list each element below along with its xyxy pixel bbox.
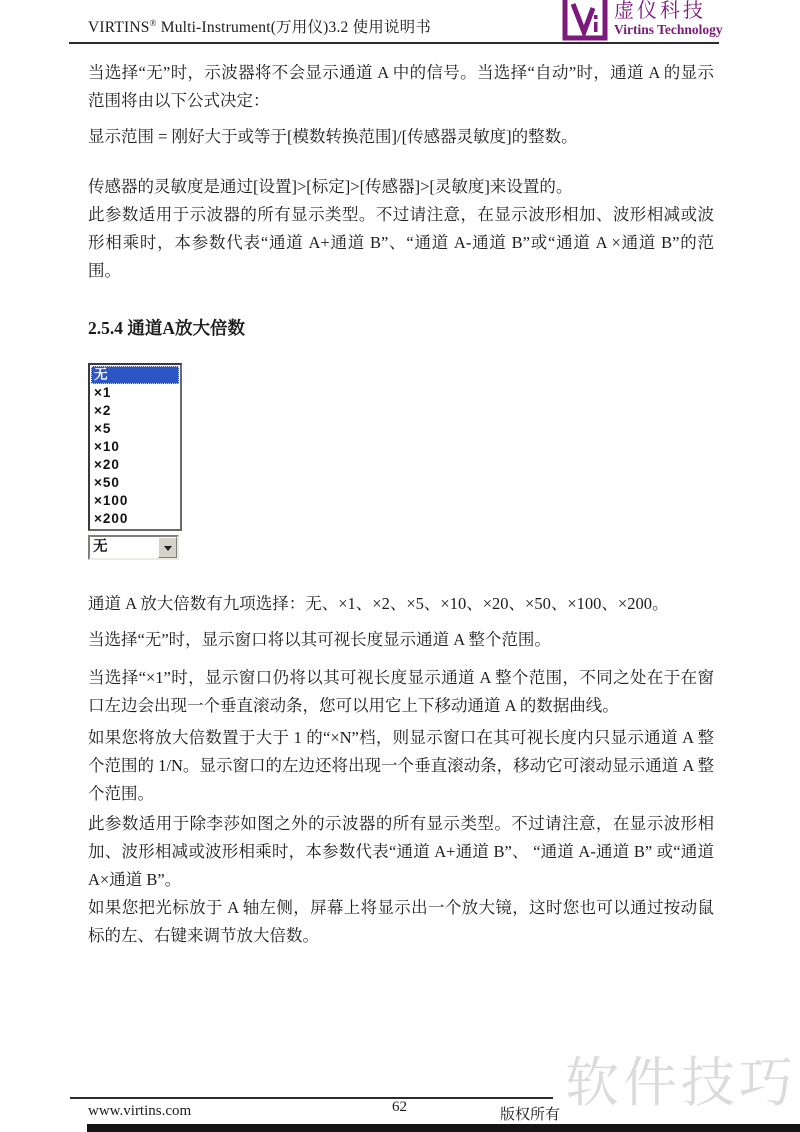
watermark-text: 软件技巧 [565, 1053, 797, 1113]
paragraph-sensor-sensitivity: 传感器的灵敏度是通过[设置]>[标定]>[传感器]>[灵敏度]来设置的。 [88, 177, 573, 196]
magnification-listbox[interactable] [88, 363, 182, 531]
brand-name: VIRTINS [88, 19, 150, 36]
listbox-item-x5[interactable]: ×5 [94, 421, 112, 436]
page-body [88, 59, 714, 950]
paragraph-nine-choices: 通道 A 放大倍数有九项选择：无、×1、×2、×5、×10、×20、×50、×100、×200。 [88, 594, 669, 613]
listbox-item-x10[interactable]: ×10 [94, 439, 120, 454]
listbox-item-none[interactable]: 无 [91, 366, 179, 384]
listbox-item-x1[interactable]: ×1 [94, 385, 112, 400]
magnification-selector-screenshot [88, 363, 714, 560]
combobox-dropdown-button[interactable] [158, 537, 177, 558]
paragraph-except-lissajous: 此参数适用于除李莎如图之外的示波器的所有显示类型。不过请注意，在显示波形相加、波形相减或波形相乘时，本参数代表“通道 A+通道 B”、 “通道 A-通道 B” 或“通道 A×通道 B”。 [88, 814, 714, 889]
registered-trademark-mark: ® [149, 17, 157, 28]
logo-text [614, 0, 723, 37]
paragraph-xn-behavior: 如果您将放大倍数置于大于 1 的“×N”档，则显示窗口在其可视长度内只显示通道 A 整个范围的 1/N。显示窗口的左边还将出现一个垂直滚动条，移动它可滚动显示通道 A 整个范围。 [88, 728, 714, 803]
document-title-text: Multi-Instrument(万用仪)3.2 使用说明书 [156, 19, 432, 36]
footer-copyright: 版权所有 [500, 1107, 561, 1123]
combobox-value: 无 [93, 539, 108, 555]
virtins-logo-icon [562, 0, 608, 42]
paragraph-display-range-formula: 显示范围 = 刚好大于或等于[模数转换范围]/[传感器灵敏度]的整数。 [88, 127, 578, 146]
paragraph-applies-all-display-types: 此参数适用于示波器的所有显示类型。不过请注意，在显示波形相加、波形相减或波形相乘时，本参数代表“通道 A+通道 B”、“通道 A-通道 B”或“通道 A ×通道 B”的范围。 [88, 205, 714, 280]
header-divider [69, 42, 719, 44]
footer-divider [70, 1097, 553, 1099]
document-title [88, 15, 431, 37]
company-logo [562, 0, 723, 42]
footer-website: www.virtins.com [88, 1103, 192, 1119]
listbox-item-x200[interactable]: ×200 [94, 511, 129, 526]
listbox-item-x100[interactable]: ×100 [94, 493, 129, 508]
page-number: 62 [392, 1099, 407, 1115]
bottom-black-bar [87, 1124, 800, 1132]
paragraph-none-full-range: 当选择“无”时，显示窗口将以其可视长度显示通道 A 整个范围。 [88, 630, 551, 649]
listbox-item-x50[interactable]: ×50 [94, 475, 120, 490]
logo-english-name: Virtins Technology [614, 22, 723, 37]
section-heading: 2.5.4 通道A放大倍数 [88, 318, 246, 338]
paragraph-magnifier-cursor: 如果您把光标放于 A 轴左侧，屏幕上将显示出一个放大镜，这时您也可以通过按动鼠标的左、右键来调节放大倍数。 [88, 898, 714, 945]
paragraph-x1-scrollbar: 当选择“×1”时，显示窗口仍将以其可视长度显示通道 A 整个范围，不同之处在于在窗口左边会出现一个垂直滚动条，您可以用它上下移动通道 A 的数据曲线。 [88, 668, 714, 715]
logo-chinese-name: 虚仪科技 [614, 0, 706, 22]
listbox-item-x2[interactable]: ×2 [94, 403, 112, 418]
paragraph-select-none-auto: 当选择“无”时，示波器将不会显示通道 A 中的信号。当选择“自动”时，通道 A 的显示范围将由以下公式决定： [88, 63, 714, 110]
magnification-combobox[interactable] [88, 535, 179, 560]
listbox-item-x20[interactable]: ×20 [94, 457, 120, 472]
chevron-down-icon [164, 546, 172, 555]
